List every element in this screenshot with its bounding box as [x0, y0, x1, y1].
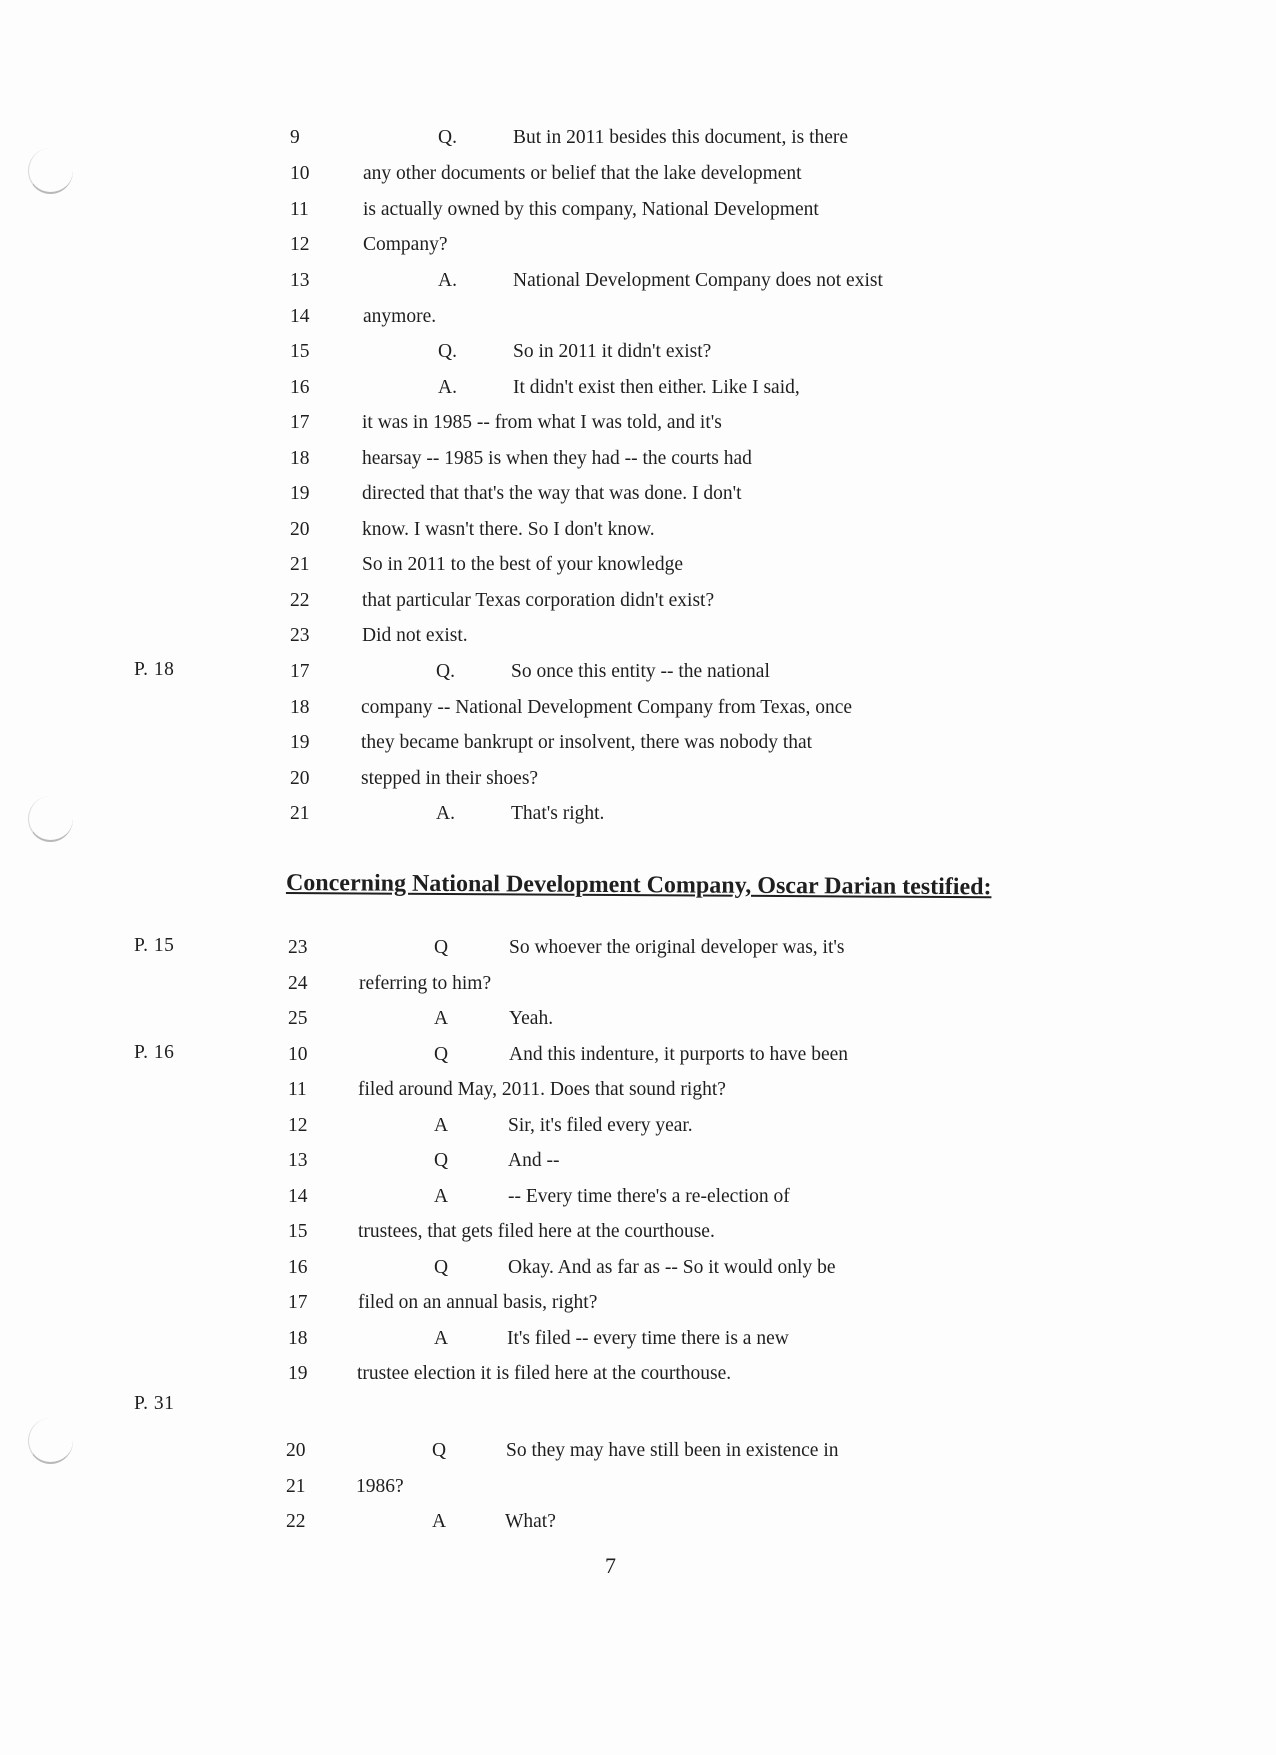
line-number: 9: [290, 127, 300, 148]
line-number: 12: [290, 234, 310, 255]
line-number: 10: [288, 1044, 308, 1065]
line-text: Did not exist.: [362, 625, 468, 646]
transcript-line: [0, 1216, 1276, 1248]
transcript-line: [0, 656, 1276, 688]
transcript-line: [0, 372, 1276, 404]
line-text: Company?: [363, 234, 448, 255]
line-number: 10: [290, 163, 310, 184]
line-number: 11: [288, 1079, 307, 1100]
line-text: So they may have still been in existence in: [506, 1440, 839, 1461]
line-number: 18: [290, 448, 310, 469]
line-text: -- Every time there's a re-election of: [508, 1186, 790, 1207]
transcript-line: [0, 585, 1276, 617]
transcript-line: [0, 1181, 1276, 1213]
speaker-label: A.: [438, 270, 457, 291]
line-number: 11: [290, 199, 309, 220]
speaker-label: A.: [438, 377, 457, 398]
line-number: 24: [288, 973, 308, 994]
line-text: That's right.: [511, 803, 605, 824]
transcript-line: [0, 620, 1276, 652]
line-number: 13: [288, 1150, 308, 1171]
transcript-line: [0, 514, 1276, 546]
line-number: 21: [290, 803, 310, 824]
line-text: company -- National Development Company from Texas, once: [361, 697, 853, 718]
page-number: 7: [605, 1553, 616, 1578]
speaker-label: A.: [436, 803, 455, 824]
transcript-line: [0, 1039, 1276, 1071]
line-number: 17: [288, 1292, 308, 1313]
line-number: 23: [288, 937, 308, 958]
line-text: anymore.: [363, 306, 437, 327]
line-text: it was in 1985 -- from what I was told, and it's: [362, 412, 722, 433]
line-number: 12: [288, 1115, 308, 1136]
line-number: 18: [288, 1328, 308, 1349]
line-text: So in 2011 to the best of your knowledge: [362, 554, 683, 575]
line-number: 13: [290, 270, 310, 291]
transcript-line: [0, 1506, 1276, 1538]
line-text: And this indenture, it purports to have been: [509, 1044, 849, 1065]
line-number: 17: [290, 412, 310, 433]
transcript-line: [0, 1435, 1276, 1467]
transcript-line: [0, 1110, 1276, 1142]
speaker-label: Q: [434, 937, 449, 958]
line-number: 19: [288, 1363, 308, 1384]
line-number: 20: [286, 1440, 306, 1461]
line-text: directed that that's the way that was done. I don't: [362, 483, 742, 504]
speaker-label: A: [434, 1115, 449, 1136]
transcript-line: [0, 1074, 1276, 1106]
speaker-label: Q: [434, 1044, 449, 1065]
line-text: trustee election it is filed here at the courthouse.: [357, 1363, 732, 1384]
transcript-line: [0, 1287, 1276, 1319]
transcript-line: [0, 1471, 1276, 1503]
transcript-line: [0, 763, 1276, 795]
line-text: Yeah.: [509, 1008, 554, 1029]
line-text: So in 2011 it didn't exist?: [513, 341, 712, 362]
speaker-label: A: [434, 1186, 449, 1207]
line-text: filed on an annual basis, right?: [358, 1292, 598, 1313]
transcript-line: [0, 301, 1276, 333]
line-text: trustees, that gets filed here at the courthouse.: [358, 1221, 715, 1242]
line-text: So whoever the original developer was, it's: [509, 937, 845, 958]
line-number: 25: [288, 1008, 308, 1029]
transcript-line: [0, 407, 1276, 439]
transcript-line: [0, 1358, 1276, 1390]
line-number: 22: [286, 1511, 306, 1532]
section-heading: Concerning National Development Company, Oscar Darian testified:: [285, 870, 992, 901]
page-ref-p15: P. 15: [134, 935, 175, 956]
speaker-label: A: [434, 1008, 449, 1029]
speaker-label: Q.: [438, 341, 457, 362]
line-number: 21: [286, 1476, 306, 1497]
transcript-line: [0, 265, 1276, 297]
line-text: any other documents or belief that the lake development: [363, 163, 802, 184]
line-number: 20: [290, 519, 310, 540]
line-text: And --: [508, 1150, 560, 1171]
speaker-label: Q: [434, 1150, 449, 1171]
line-number: 14: [290, 306, 310, 327]
line-text: they became bankrupt or insolvent, there was nobody that: [361, 732, 813, 753]
line-number: 18: [290, 697, 310, 718]
transcript-line: [0, 336, 1276, 368]
line-text: National Development Company does not exist: [513, 270, 883, 291]
line-text: stepped in their shoes?: [361, 768, 539, 789]
line-text: is actually owned by this company, National Development: [363, 199, 819, 220]
transcript-line: [0, 478, 1276, 510]
transcript-line: [0, 1145, 1276, 1177]
line-number: 17: [290, 661, 310, 682]
line-number: 15: [290, 341, 310, 362]
line-number: 22: [290, 590, 310, 611]
transcript-line: [0, 932, 1276, 964]
speaker-label: Q: [434, 1257, 449, 1278]
transcript-line: [0, 1003, 1276, 1035]
transcript-line: [0, 443, 1276, 475]
line-number: 14: [288, 1186, 308, 1207]
line-text: referring to him?: [359, 973, 492, 994]
transcript-line: [0, 1252, 1276, 1284]
line-text: hearsay -- 1985 is when they had -- the courts had: [362, 448, 752, 469]
line-text: Sir, it's filed every year.: [508, 1115, 693, 1136]
line-number: 16: [290, 377, 310, 398]
line-text: 1986?: [356, 1476, 404, 1497]
line-text: It's filed -- every time there is a new: [507, 1328, 789, 1349]
speaker-label: Q.: [436, 661, 455, 682]
line-text: So once this entity -- the national: [511, 661, 770, 682]
transcript-line: [0, 968, 1276, 1000]
transcript-line: [0, 229, 1276, 261]
transcript-line: [0, 158, 1276, 190]
speaker-label: A: [434, 1328, 449, 1349]
speaker-label: Q: [432, 1440, 447, 1461]
speaker-label: A: [432, 1511, 447, 1532]
line-text: What?: [505, 1511, 556, 1532]
page-ref-p16: P. 16: [134, 1042, 175, 1063]
line-text: know. I wasn't there. So I don't know.: [362, 519, 655, 540]
line-number: 19: [290, 732, 310, 753]
transcript-line: [0, 727, 1276, 759]
transcript-line: [0, 692, 1276, 724]
transcript-line: [0, 549, 1276, 581]
speaker-label: Q.: [438, 127, 457, 148]
line-number: 21: [290, 554, 310, 575]
page-ref-p18: P. 18: [134, 659, 175, 680]
line-text: It didn't exist then either. Like I said,: [513, 377, 800, 398]
line-number: 15: [288, 1221, 308, 1242]
line-number: 16: [288, 1257, 308, 1278]
page-ref-p31: P. 31: [134, 1393, 175, 1414]
transcript-line: [0, 1323, 1276, 1355]
line-number: 23: [290, 625, 310, 646]
line-text: Okay. And as far as -- So it would only be: [508, 1257, 836, 1278]
line-text: that particular Texas corporation didn't exist?: [362, 590, 715, 611]
transcript-line: [0, 798, 1276, 830]
line-text: But in 2011 besides this document, is there: [513, 127, 849, 148]
line-text: filed around May, 2011. Does that sound right?: [358, 1079, 726, 1100]
line-number: 20: [290, 768, 310, 789]
transcript-line: [0, 194, 1276, 226]
line-number: 19: [290, 483, 310, 504]
transcript-line: [0, 122, 1276, 154]
